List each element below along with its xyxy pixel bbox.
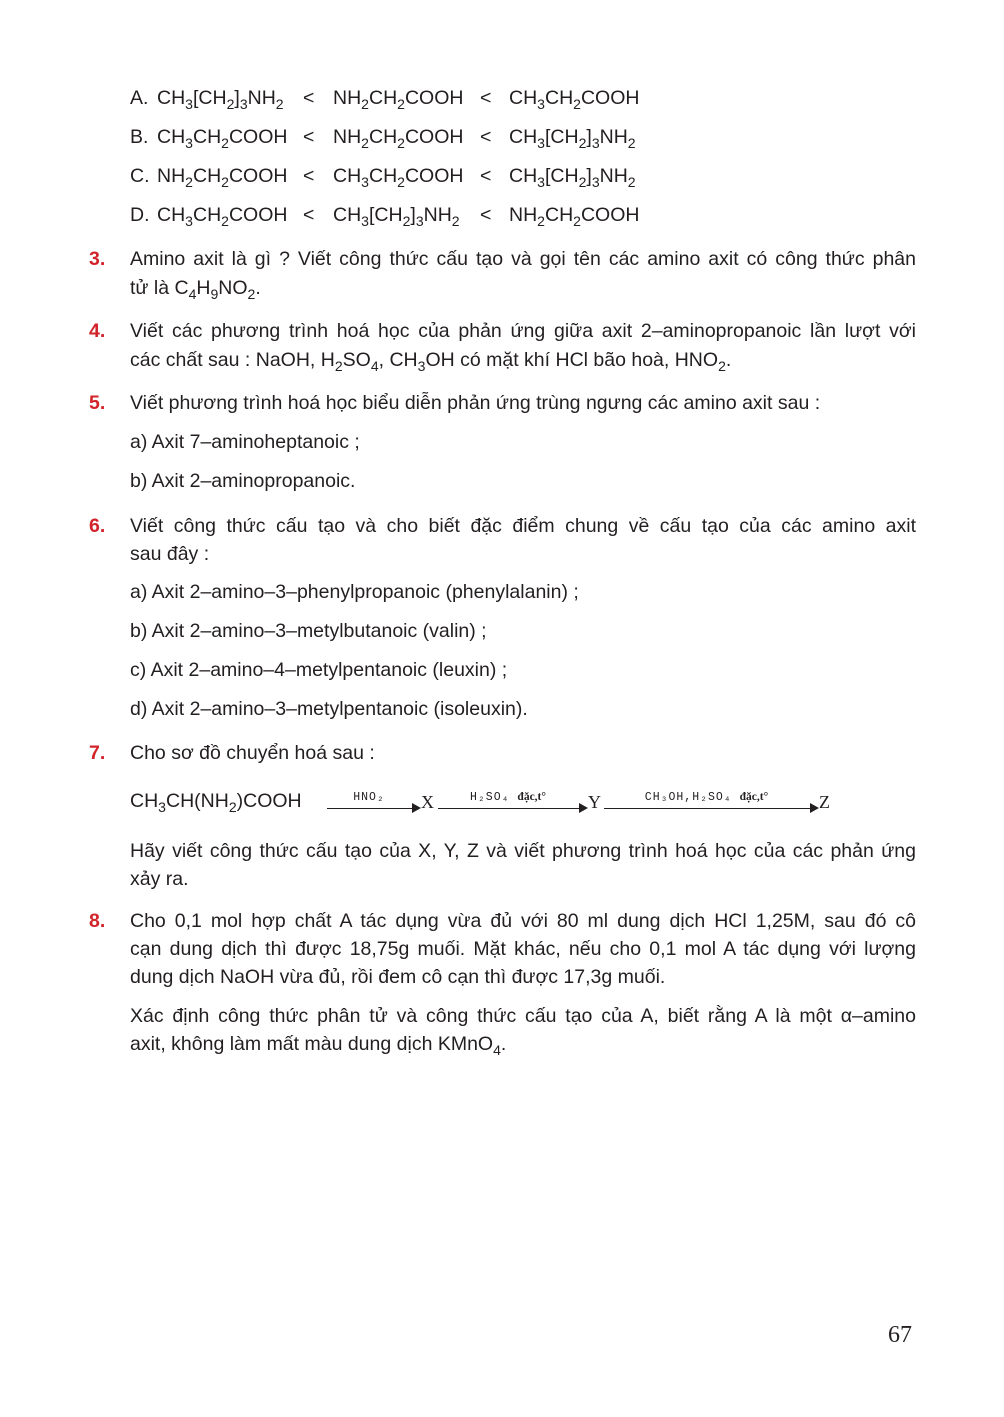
arrow-1-reagent: HNO₂ [353, 791, 385, 804]
question-4-text: Viết các phương trình hoá học của phản ứng giữa axit 2–aminopropanoic lần lượt với [130, 320, 916, 342]
product-z: Z [819, 792, 830, 812]
question-3-formula-line: tử là $C_4H_9NO_2$. [130, 277, 261, 302]
less-than-sign: < [480, 204, 492, 226]
option-compound: $CH_3[CH_2]_3NH_2$ [509, 126, 636, 151]
option-compound: $CH_3CH_2COOH$ [157, 204, 288, 229]
question-6-item-a: a) Axit 2–amino–3–phenylpropanoic (phenylalanin) ; [130, 581, 579, 603]
question-7-text: Cho sơ đồ chuyển hoá sau : [130, 742, 375, 764]
option-label: D. [130, 204, 150, 226]
question-7-task: Hãy viết công thức cấu tạo của X, Y, Z và viết phương trình hoá học của các phản ứng [130, 840, 916, 862]
question-5-item-a: a) Axit 7–aminoheptanoic ; [130, 431, 360, 453]
option-label: A. [130, 87, 149, 109]
less-than-sign: < [480, 165, 492, 187]
arrow-shaft [604, 808, 811, 809]
question-6-item-b: b) Axit 2–amino–3–metylbutanoic (valin) ; [130, 620, 487, 642]
question-5-item-b: b) Axit 2–aminopropanoic. [130, 470, 356, 492]
option-compound: $CH_3[CH_2]_3NH_2$ [509, 165, 636, 190]
option-compound: $CH_3CH_2COOH$ [157, 126, 288, 151]
question-7-task-cont: xảy ra. [130, 868, 189, 890]
question-8-line-1: Cho 0,1 mol hợp chất A tác dụng vừa đủ với 80 ml dung dịch HCl 1,25M, sau đó cô [130, 910, 916, 932]
option-compound: $NH_2CH_2COOH$ [157, 165, 288, 190]
starting-compound: $CH_3CH(NH_2)COOH$ [130, 790, 302, 815]
question-number-4: 4. [89, 320, 106, 342]
question-4-reagents: các chất sau : NaOH, $H_2SO_4$, $CH_3OH$ có mặt khí HCl bão hoà, $HNO_2$. [130, 349, 732, 374]
question-6-item-c: c) Axit 2–amino–4–metylpentanoic (leuxin) ; [130, 659, 508, 681]
option-label: C. [130, 165, 150, 187]
less-than-sign: < [303, 87, 315, 109]
reaction-arrow-2 [438, 791, 588, 814]
option-compound: $NH_2CH_2COOH$ [333, 87, 464, 112]
question-number-7: 7. [89, 742, 106, 764]
option-compound: $NH_2CH_2COOH$ [509, 204, 640, 229]
question-number-5: 5. [89, 392, 106, 414]
option-compound: $CH_3CH_2COOH$ [509, 87, 640, 112]
less-than-sign: < [303, 204, 315, 226]
option-compound: $CH_3CH_2COOH$ [333, 165, 464, 190]
question-number-3: 3. [89, 248, 106, 270]
arrow-2-reagent: H₂SO₄ đặc,t° [470, 791, 546, 804]
arrow-shaft [438, 808, 580, 809]
question-8-line-4: Xác định công thức phân tử và công thức cấu tạo của A, biết rằng A là một α–amino [130, 1005, 916, 1027]
question-number-8: 8. [89, 910, 106, 932]
arrow-head-icon [412, 803, 421, 813]
option-compound: $NH_2CH_2COOH$ [333, 126, 464, 151]
product-x: X [421, 792, 434, 812]
question-8-line-5: axit, không làm mất màu dung dịch KMnO$_4$. [130, 1033, 507, 1058]
question-5-text: Viết phương trình hoá học biểu diễn phản ứng trùng ngưng các amino axit sau : [130, 392, 821, 414]
question-8-line-3: dung dịch NaOH vừa đủ, rồi đem cô cạn thì được 17,3g muối. [130, 966, 666, 988]
arrow-shaft [327, 808, 413, 809]
question-number-6: 6. [89, 515, 106, 537]
option-compound: $CH_3[CH_2]_3NH_2$ [157, 87, 284, 112]
option-compound: $CH_3[CH_2]_3NH_2$ [333, 204, 460, 229]
reaction-arrow-3 [604, 791, 819, 814]
question-6-text: Viết công thức cấu tạo và cho biết đặc điểm chung về cấu tạo của các amino axit [130, 515, 916, 537]
question-3-text: Amino axit là gì ? Viết công thức cấu tạo và gọi tên các amino axit có công thức phân [130, 248, 916, 270]
option-label: B. [130, 126, 149, 148]
arrow-head-icon [810, 803, 819, 813]
question-6-item-d: d) Axit 2–amino–3–metylpentanoic (isoleuxin). [130, 698, 528, 720]
product-y: Y [588, 792, 601, 812]
reaction-arrow-1 [327, 791, 421, 814]
reaction-scheme [130, 788, 850, 822]
question-8-line-2: cạn dung dịch thì được 18,75g muối. Mặt khác, nếu cho 0,1 mol A tác dụng với lượng [130, 938, 916, 960]
less-than-sign: < [303, 165, 315, 187]
less-than-sign: < [303, 126, 315, 148]
less-than-sign: < [480, 87, 492, 109]
arrow-head-icon [579, 803, 588, 813]
page-number: 67 [888, 1322, 912, 1348]
question-6-text-cont: sau đây : [130, 543, 210, 565]
arrow-3-reagent: CH₃OH,H₂SO₄ đặc,t° [644, 791, 769, 804]
less-than-sign: < [480, 126, 492, 148]
